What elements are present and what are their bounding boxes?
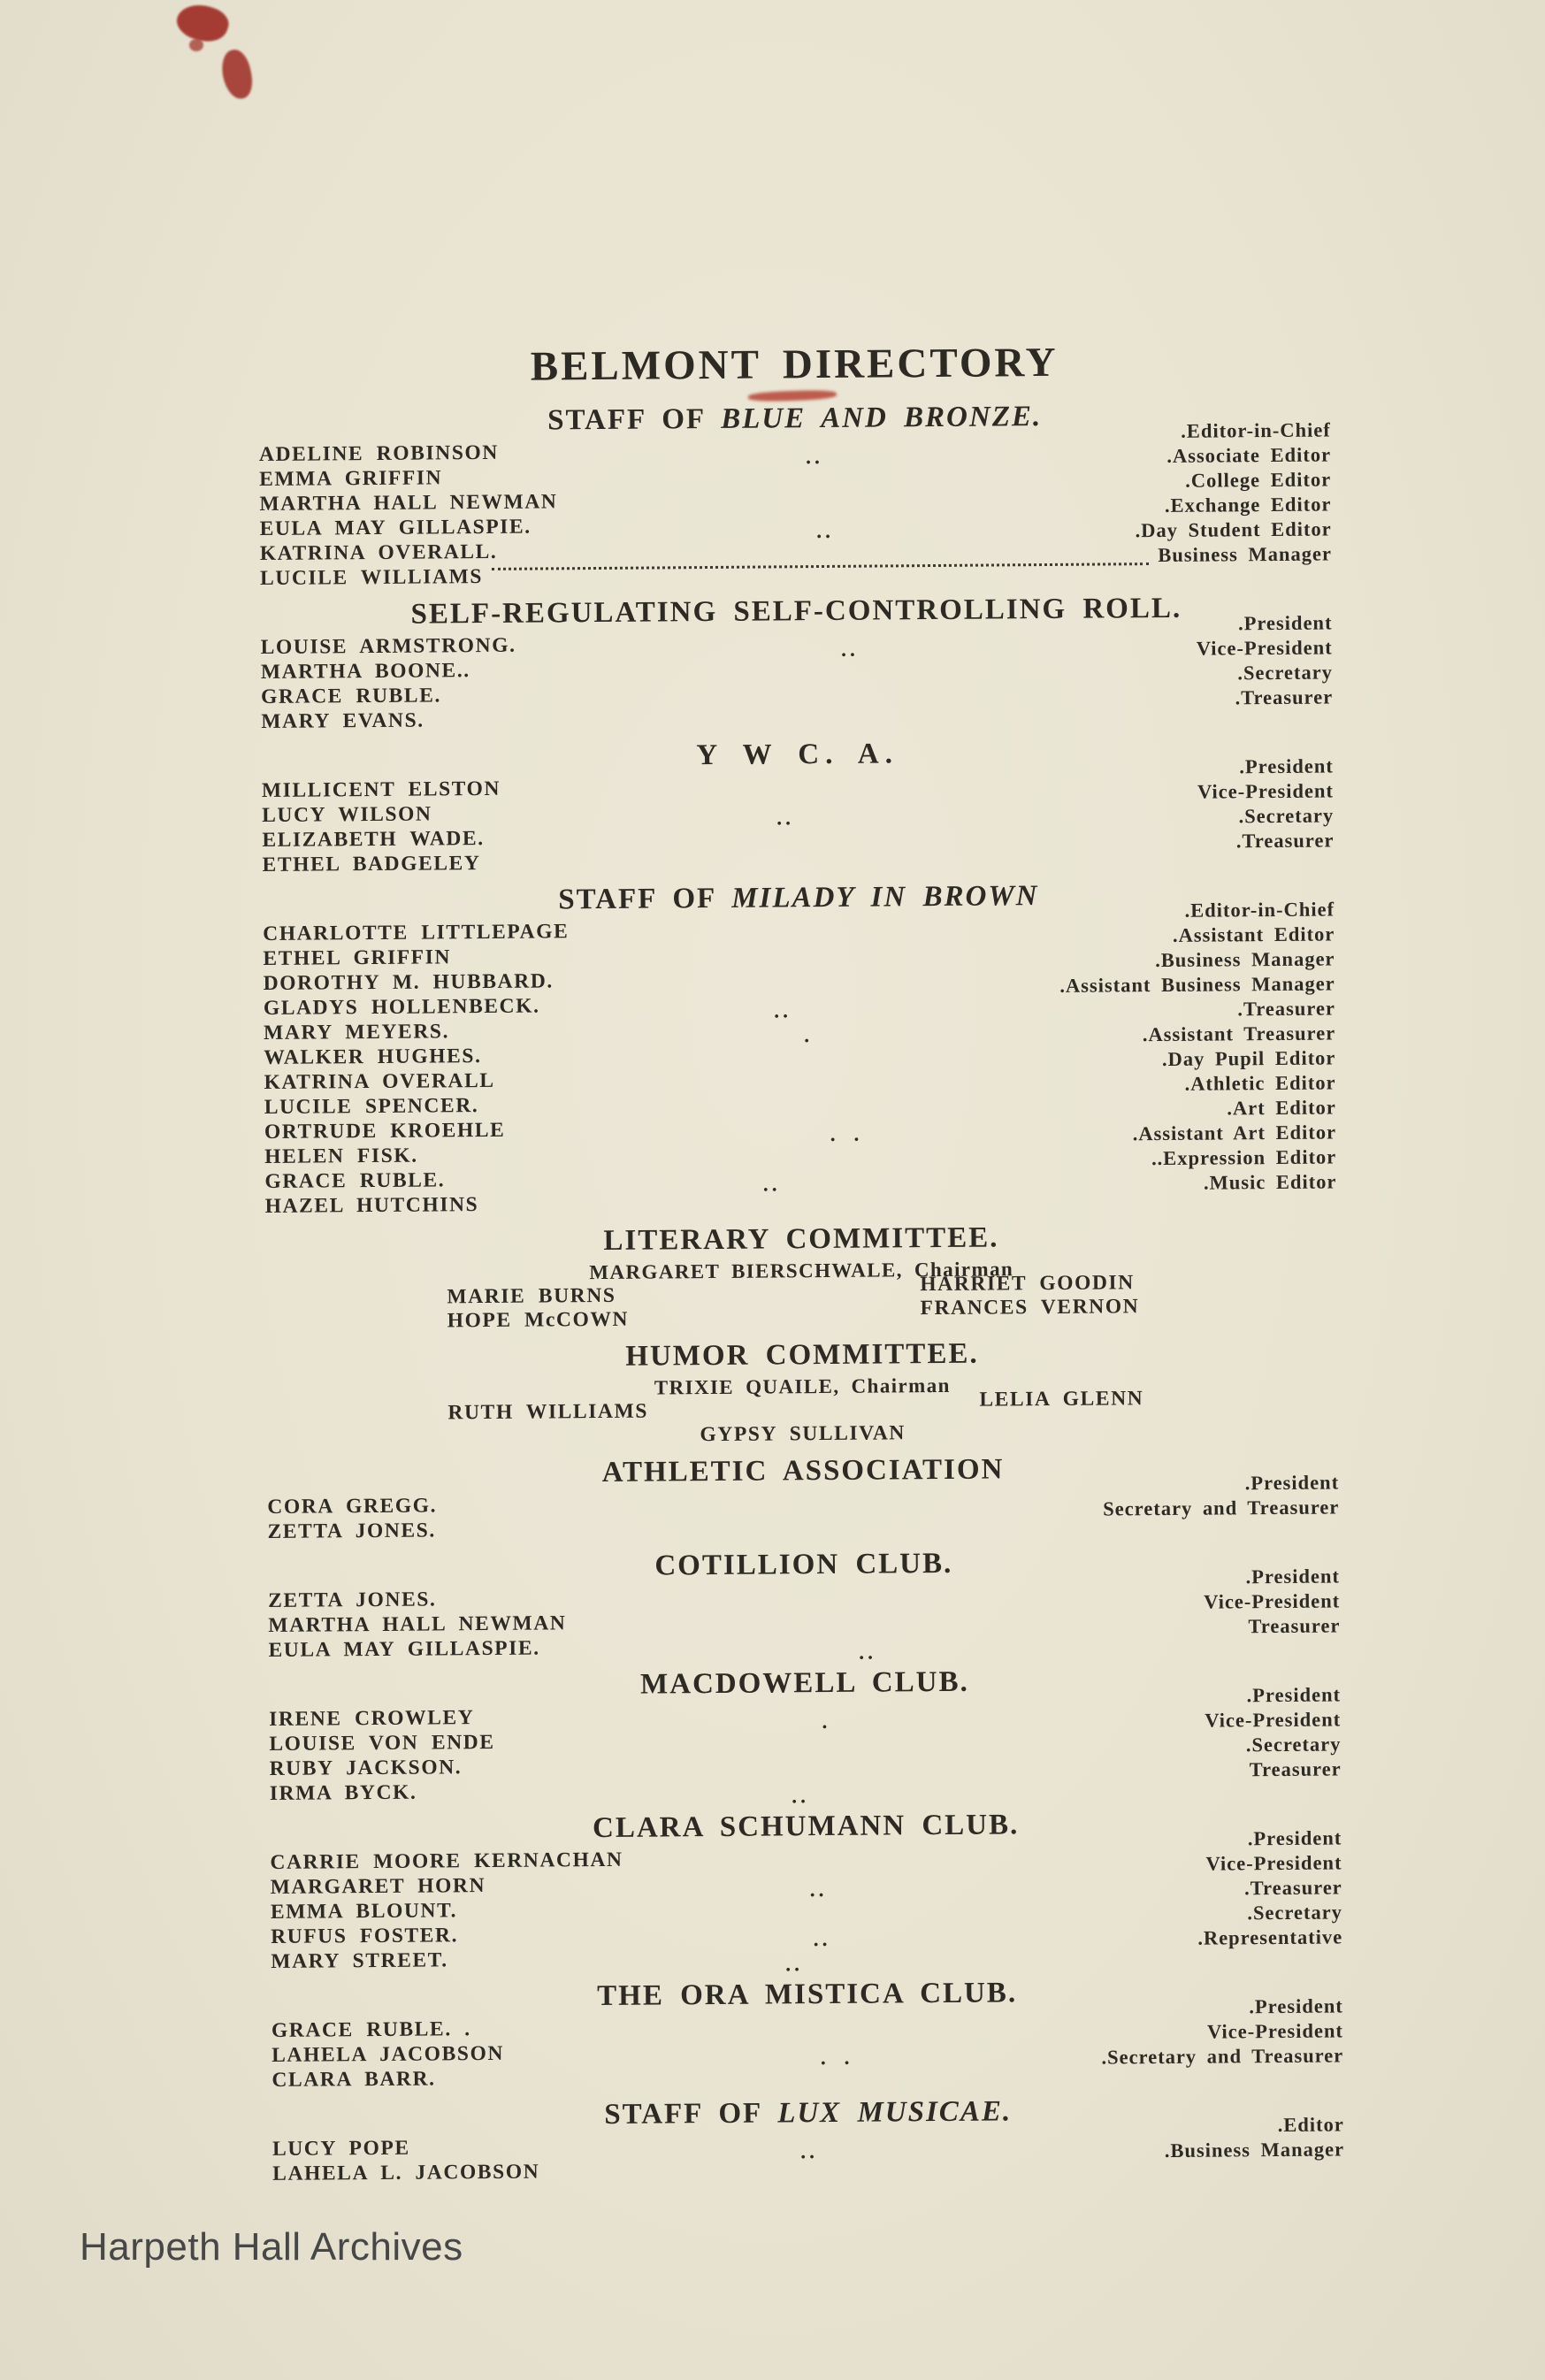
section-heading: [266, 1333, 1338, 1377]
member-role: .Assistant Art Editor: [1132, 1121, 1337, 1145]
row-spacer: [495, 1743, 1205, 1749]
member-role: .President: [1237, 611, 1333, 635]
member-role: .Treasurer: [1235, 685, 1334, 709]
member-role: ..Expression Editor: [1151, 1145, 1337, 1170]
section-lux-musicae: [272, 2091, 1345, 2186]
section-blue-and-bronze: [259, 396, 1333, 591]
member-role: .Business Manager: [1155, 947, 1335, 972]
member-role: .Editor-in-Chief: [1184, 898, 1335, 922]
heading-text: THE ORA MISTICA CLUB.: [597, 1977, 1018, 2013]
committee-chairman: TRIXIE QUAILE, Chairman: [654, 1374, 951, 1399]
member-name: GLADYS HOLLENBECK.: [263, 994, 540, 1020]
member-name: ADELINE ROBINSON: [258, 440, 499, 466]
row-spacer: [623, 1861, 1248, 1866]
row-spacer: [458, 1927, 1247, 1952]
member-name: HELEN FISK.: [264, 1144, 418, 1168]
member-name: MARY EVANS.: [261, 708, 424, 733]
member-name: HARRIET GOODIN: [920, 1271, 1135, 1297]
row-spacer: [436, 1532, 1104, 1537]
member-name: RUBY JACKSON.: [269, 1756, 463, 1780]
committee-chairman: MARGARET BIERSCHWALE, Chairman: [589, 1258, 1014, 1284]
row-spacer: [451, 958, 1173, 963]
member-name: EMMA BLOUNT.: [270, 1899, 458, 1924]
section-heading: [270, 1804, 1342, 1848]
member-name: EULA MAY GILLASPIE.: [259, 515, 532, 540]
member-name: IRENE CROWLEY: [269, 1706, 475, 1731]
member-name: LOUISE VON ENDE: [269, 1730, 495, 1756]
section-heading: [262, 732, 1334, 777]
stray-ink-dots: . .: [830, 1122, 863, 1146]
section-humor-committee: [266, 1333, 1339, 1450]
row-spacer: [569, 933, 1184, 937]
member-name: WALKER HUGHES.: [264, 1045, 482, 1069]
row-spacer: [471, 2029, 1250, 2035]
stray-ink-dots: ..: [785, 1953, 804, 1977]
section-athletic-association: [267, 1449, 1340, 1544]
heading-text: CLARA SCHUMANN CLUB.: [592, 1809, 1020, 1845]
stray-ink-dots: . .: [820, 2046, 853, 2070]
member-role: .President: [1249, 1994, 1343, 2018]
row-spacer: [532, 519, 1165, 544]
member-role: Vice-President: [1204, 1589, 1341, 1613]
section-macdowell-club: [269, 1661, 1342, 1809]
row-spacer: [540, 1641, 1249, 1664]
member-name: HOPE McCOWN: [447, 1307, 630, 1333]
row-spacer: [418, 1156, 1133, 1161]
member-name: IRMA BYCK.: [269, 1780, 417, 1805]
heading-text: Y W C. A.: [696, 738, 899, 772]
member-name: MARY STREET.: [271, 1948, 448, 1973]
row-spacer: [540, 999, 1060, 1023]
member-role: .President: [1244, 1471, 1340, 1495]
member-role: Business Manager: [1158, 542, 1332, 567]
row-spacer: [432, 807, 1198, 830]
stray-ink-dots: ..: [813, 1927, 831, 1952]
member-name: LUCILE SPENCER.: [264, 1094, 479, 1119]
member-role: .Music Editor: [1203, 1170, 1337, 1194]
row-spacer: [558, 503, 1186, 509]
heading-text: COTILLION CLUB.: [654, 1547, 953, 1582]
member-role: Secretary and Treasurer: [1103, 1496, 1340, 1520]
heading-text: STAFF OF: [547, 402, 722, 437]
member-name: ZETTA JONES.: [267, 1519, 436, 1543]
member-name: MARGARET HORN: [270, 1874, 486, 1899]
member-role: .President: [1245, 1565, 1341, 1588]
section-heading: [267, 1449, 1339, 1493]
member-role: .Exchange Editor: [1164, 493, 1332, 517]
member-role: Treasurer: [1248, 1614, 1341, 1638]
member-role: Vice-President: [1205, 1851, 1342, 1875]
row-spacer: [499, 445, 1182, 470]
member-role: .Day Pupil Editor: [1161, 1046, 1336, 1070]
member-name: LUCILE WILLIAMS: [259, 565, 484, 590]
row-spacer: [501, 789, 1239, 795]
member-name: LUCY POPE: [272, 2136, 410, 2161]
section-self-regulating: [260, 589, 1333, 734]
member-role: .Secretary: [1237, 661, 1334, 685]
member-name: CHARLOTTE LITTLEPAGE: [263, 920, 570, 945]
row-spacer: [437, 1599, 1246, 1605]
member-role: .Day Student Editor: [1135, 517, 1332, 542]
section-heading: [268, 1542, 1340, 1587]
section-heading: [272, 1972, 1343, 2016]
stray-ink-dots: ..: [776, 807, 795, 830]
row-spacer: [449, 1024, 1237, 1048]
heading-text: STAFF OF: [558, 882, 732, 916]
member-name: ETHEL GRIFFIN: [263, 945, 452, 970]
section-literary-committee: [265, 1217, 1338, 1335]
section-heading: [265, 1217, 1337, 1261]
member-name: MARY MEYERS.: [264, 1020, 450, 1045]
row-spacer: [478, 1106, 1184, 1112]
member-role: .Treasurer: [1235, 829, 1335, 853]
section-heading: [263, 876, 1335, 920]
member-name: LELIA GLENN: [979, 1387, 1144, 1412]
row-spacer: [486, 1879, 1206, 1902]
row-spacer: [481, 863, 1237, 869]
section-heading: [259, 396, 1331, 440]
section-heading: [260, 589, 1332, 633]
member-role: .President: [1246, 1683, 1342, 1707]
member-name: GRACE RUBLE.: [264, 1168, 446, 1193]
member-role: Vice-President: [1206, 2019, 1344, 2043]
member-name: CORA GREGG.: [267, 1494, 438, 1519]
row-spacer: [482, 1057, 1143, 1062]
row-spacer: [436, 2080, 1102, 2085]
member-name: MILLICENT ELSTON: [261, 777, 501, 802]
row-spacer: [539, 2173, 1165, 2178]
row-spacer: [495, 1082, 1163, 1087]
heading-italic-text: LUX MUSICAE.: [777, 2095, 1013, 2130]
row-spacer: [445, 1173, 1151, 1197]
member-role: Treasurer: [1249, 1757, 1342, 1781]
heading-text: ATHLETIC ASSOCIATION: [601, 1453, 1005, 1488]
heading-text: STAFF OF: [604, 2097, 778, 2131]
member-name: MARTHA HALL NEWMAN: [268, 1611, 567, 1637]
red-ink-artifact: [172, 0, 233, 48]
member-name: ORTRUDE KROEHLE: [264, 1118, 506, 1144]
member-name: KATRINA OVERALL.: [259, 540, 498, 565]
row-spacer: [516, 638, 1239, 662]
member-name: EMMA GRIFFIN: [259, 466, 443, 491]
red-ink-artifact: [189, 39, 203, 51]
heading-text: HUMOR COMMITTEE.: [625, 1337, 979, 1373]
member-name: LOUISE ARMSTRONG.: [260, 633, 516, 659]
stray-ink-dots: ..: [806, 445, 823, 470]
member-role: .Secretary and Treasurer: [1101, 2044, 1344, 2069]
member-role: .Representative: [1197, 1925, 1343, 1949]
stray-ink-dots: ..: [762, 1173, 781, 1197]
section-milady-in-brown: [263, 876, 1337, 1219]
member-role: .President: [1239, 754, 1334, 778]
stray-ink-dots: ..: [809, 1879, 828, 1902]
member-name: MARIE BURNS: [447, 1283, 616, 1309]
member-role: .Assistant Treasurer: [1142, 1022, 1336, 1046]
member-role: .Treasurer: [1237, 997, 1336, 1021]
member-role: .Secretary: [1247, 1901, 1343, 1925]
section-ywca: [262, 732, 1335, 877]
section-heading: [272, 2091, 1344, 2135]
member-role: .Secretary: [1245, 1733, 1342, 1756]
stray-ink-dots: ..: [816, 519, 834, 544]
member-name: ELIZABETH WADE.: [262, 827, 485, 852]
member-name: DOROTHY M. HUBBARD.: [263, 969, 554, 995]
archive-watermark: Harpeth Hall Archives: [80, 2225, 463, 2269]
heading-text: MACDOWELL CLUB.: [639, 1665, 969, 1701]
member-name: GYPSY SULLIVAN: [700, 1421, 906, 1447]
row-spacer: [424, 720, 1235, 726]
row-spacer: [417, 1785, 1250, 1809]
row-spacer: [457, 1910, 1244, 1917]
row-spacer: [497, 553, 1135, 558]
member-role: .Editor: [1277, 2113, 1344, 2137]
directory-content: [258, 336, 1344, 2185]
directory-sections: [259, 396, 1345, 2185]
member-name: GRACE RUBLE.: [261, 684, 442, 708]
member-name: KATRINA OVERALL: [264, 1068, 495, 1094]
row-spacer: [441, 695, 1238, 701]
member-role: .Business Manager: [1164, 2138, 1345, 2162]
member-name: CLARA BARR.: [272, 2067, 436, 2092]
member-name: CARRIE MOORE KERNACHAN: [270, 1848, 623, 1874]
member-name: RUFUS FOSTER.: [271, 1924, 459, 1948]
row-spacer: [474, 1710, 1246, 1734]
row-spacer: [448, 1953, 1198, 1977]
stray-ink-dots: ..: [859, 1641, 877, 1664]
member-role: .Treasurer: [1244, 1876, 1342, 1900]
section-cotillion-club: [268, 1542, 1341, 1663]
page-title: BELMONT DIRECTORY: [530, 339, 1059, 390]
dotted-leader: [492, 562, 1149, 570]
member-role: Vice-President: [1196, 636, 1333, 660]
member-name: EULA MAY GILLASPIE.: [268, 1636, 540, 1662]
member-name: ETHEL BADGELEY: [262, 852, 481, 876]
member-role: .Athletic Editor: [1184, 1071, 1336, 1095]
member-role: Vice-President: [1197, 779, 1335, 803]
row-spacer: [478, 1205, 1204, 1211]
heading-text: SELF-REGULATING SELF-CONTROLLING ROLL.: [410, 592, 1182, 631]
row-spacer: [485, 838, 1239, 845]
stray-ink-dots: ..: [840, 638, 859, 662]
member-role: .Secretary: [1238, 804, 1335, 828]
row-spacer: [442, 478, 1166, 484]
stray-ink-dots: ..: [800, 2140, 819, 2164]
red-ink-artifact: [218, 48, 255, 102]
member-role: .College Editor: [1185, 468, 1332, 492]
member-name: MARTHA HALL NEWMAN: [259, 490, 558, 516]
member-role: Vice-President: [1205, 1708, 1342, 1732]
member-name: RUTH WILLIAMS: [447, 1399, 649, 1425]
member-name: MARTHA BOONE..: [260, 659, 470, 684]
member-role: .President: [1247, 1826, 1342, 1850]
stray-ink-dots: ..: [792, 1785, 810, 1809]
stray-ink-dots: ..: [774, 999, 792, 1023]
member-name: HAZEL HUTCHINS: [264, 1193, 479, 1218]
member-name: ZETTA JONES.: [268, 1588, 437, 1612]
member-role: .Art Editor: [1227, 1096, 1336, 1120]
member-role: .Assistant Business Manager: [1059, 972, 1335, 997]
heading-italic-text: MILADY IN BROWN: [731, 880, 1039, 915]
stray-ink-dots: .: [804, 1024, 814, 1048]
heading-italic-text: BLUE AND BRONZE.: [720, 401, 1043, 435]
section-clara-schumann-club: [270, 1804, 1343, 1977]
member-role: .Assistant Editor: [1172, 922, 1335, 946]
stray-ink-dots: .: [822, 1710, 831, 1734]
member-name: LAHELA JACOBSON: [272, 2041, 505, 2067]
row-spacer: [470, 671, 1197, 677]
member-name: LUCY WILSON: [262, 802, 432, 827]
row-spacer: [505, 1122, 1227, 1146]
member-role: .Associate Editor: [1166, 443, 1332, 467]
row-spacer: [462, 1767, 1246, 1773]
row-spacer: [566, 1625, 1204, 1630]
member-role: .Editor-in-Chief: [1181, 418, 1331, 442]
member-name: FRANCES VERNON: [920, 1295, 1140, 1320]
heading-text: LITERARY COMMITTEE.: [603, 1221, 999, 1257]
member-name: GRACE RUBLE. .: [271, 2017, 471, 2042]
section-ora-mistica-club: [272, 1972, 1344, 2093]
member-name: LAHELA L. JACOBSON: [272, 2160, 540, 2185]
section-heading: [269, 1661, 1341, 1705]
